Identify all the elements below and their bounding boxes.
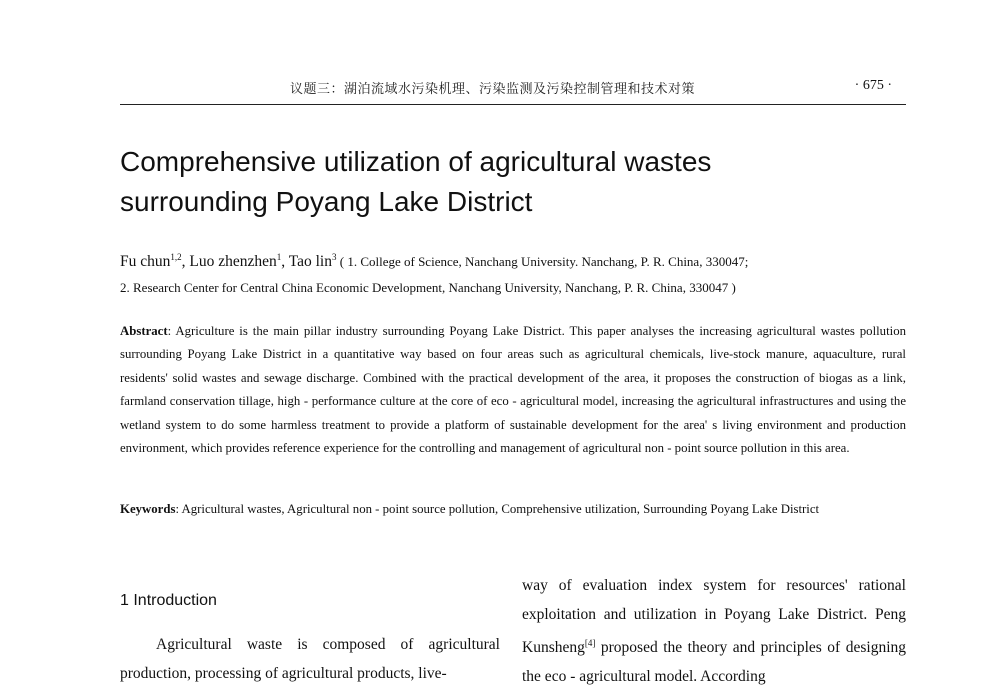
keywords-text: : Agricultural wastes, Agricultural non - point source pollution, Comprehensive utilization, Surrounding Poyang Lake District — [175, 502, 820, 516]
author-1: Fu chun — [120, 253, 171, 271]
left-column — [120, 588, 500, 688]
section-heading-introduction: 1 Introduction — [120, 592, 217, 609]
right-column-paragraph — [522, 572, 906, 691]
abstract-text: : Agriculture is the main pillar industry surrounding Poyang Lake District. This paper analyses the increasing agricultural wastes pollution surrounding Poyang Lake District in a quantitative way based on four areas such as agricultural chemicals, live-stock manure, aquaculture, rural residents' solid wastes and sewage discharge. Combined with the practical development of the area, it proposes the construction of biogas as a link, farmland conservation tillage, high - performance culture at the core of eco - agricultural model, increasing the agricultural infrastructures and using the wetland system to do some harmless treatment to provide a platform of sustainable development for the area' s living environment and production environment, which provides reference experience for the controlling and management of agricultural non - point source pollution in this area. — [120, 324, 906, 456]
citation-ref: [4] — [584, 638, 596, 648]
right-text-2: proposed the theory and principles of designing the eco - agricultural model. According — [522, 639, 906, 685]
intro-paragraph: Agricultural waste is composed of agricultural production, processing of agricultural products, live- — [120, 636, 500, 682]
running-title: 议题三：湖泊流域水污染机理、污染监测及污染控制管理和技术对策 — [290, 82, 696, 97]
affiliation-2: 2. Research Center for Central China Economic Development, Nanchang University, Nanchang, P. R. China, 330047 ) — [120, 280, 736, 296]
right-column — [522, 572, 906, 691]
page-number: · 675 · — [854, 78, 892, 93]
abstract-label: Abstract — [120, 324, 168, 338]
author-2-affil: 1 — [276, 252, 282, 262]
author-3-affil: 3 — [331, 252, 337, 262]
paper-title — [120, 142, 820, 222]
running-header — [120, 76, 906, 105]
keywords-label: Keywords — [120, 502, 176, 516]
author-block — [120, 244, 910, 301]
affiliation-1: ( 1. College of Science, Nanchang University. Nanchang, P. R. China, 330047; — [336, 254, 749, 270]
author-3: , Tao lin — [281, 253, 332, 271]
abstract — [120, 320, 906, 460]
author-1-affil: 1,2 — [170, 252, 182, 262]
author-2: , Luo zhenzhen — [181, 253, 277, 271]
keywords — [120, 498, 906, 521]
title-line-1: Comprehensive utilization of agricultural wastes — [120, 146, 712, 177]
title-line-2: surrounding Poyang Lake District — [120, 186, 533, 217]
right-text-1: way of evaluation index system for resources' rational exploitation and utilization in Poyang Lake District. Peng Kunsheng — [522, 577, 906, 657]
